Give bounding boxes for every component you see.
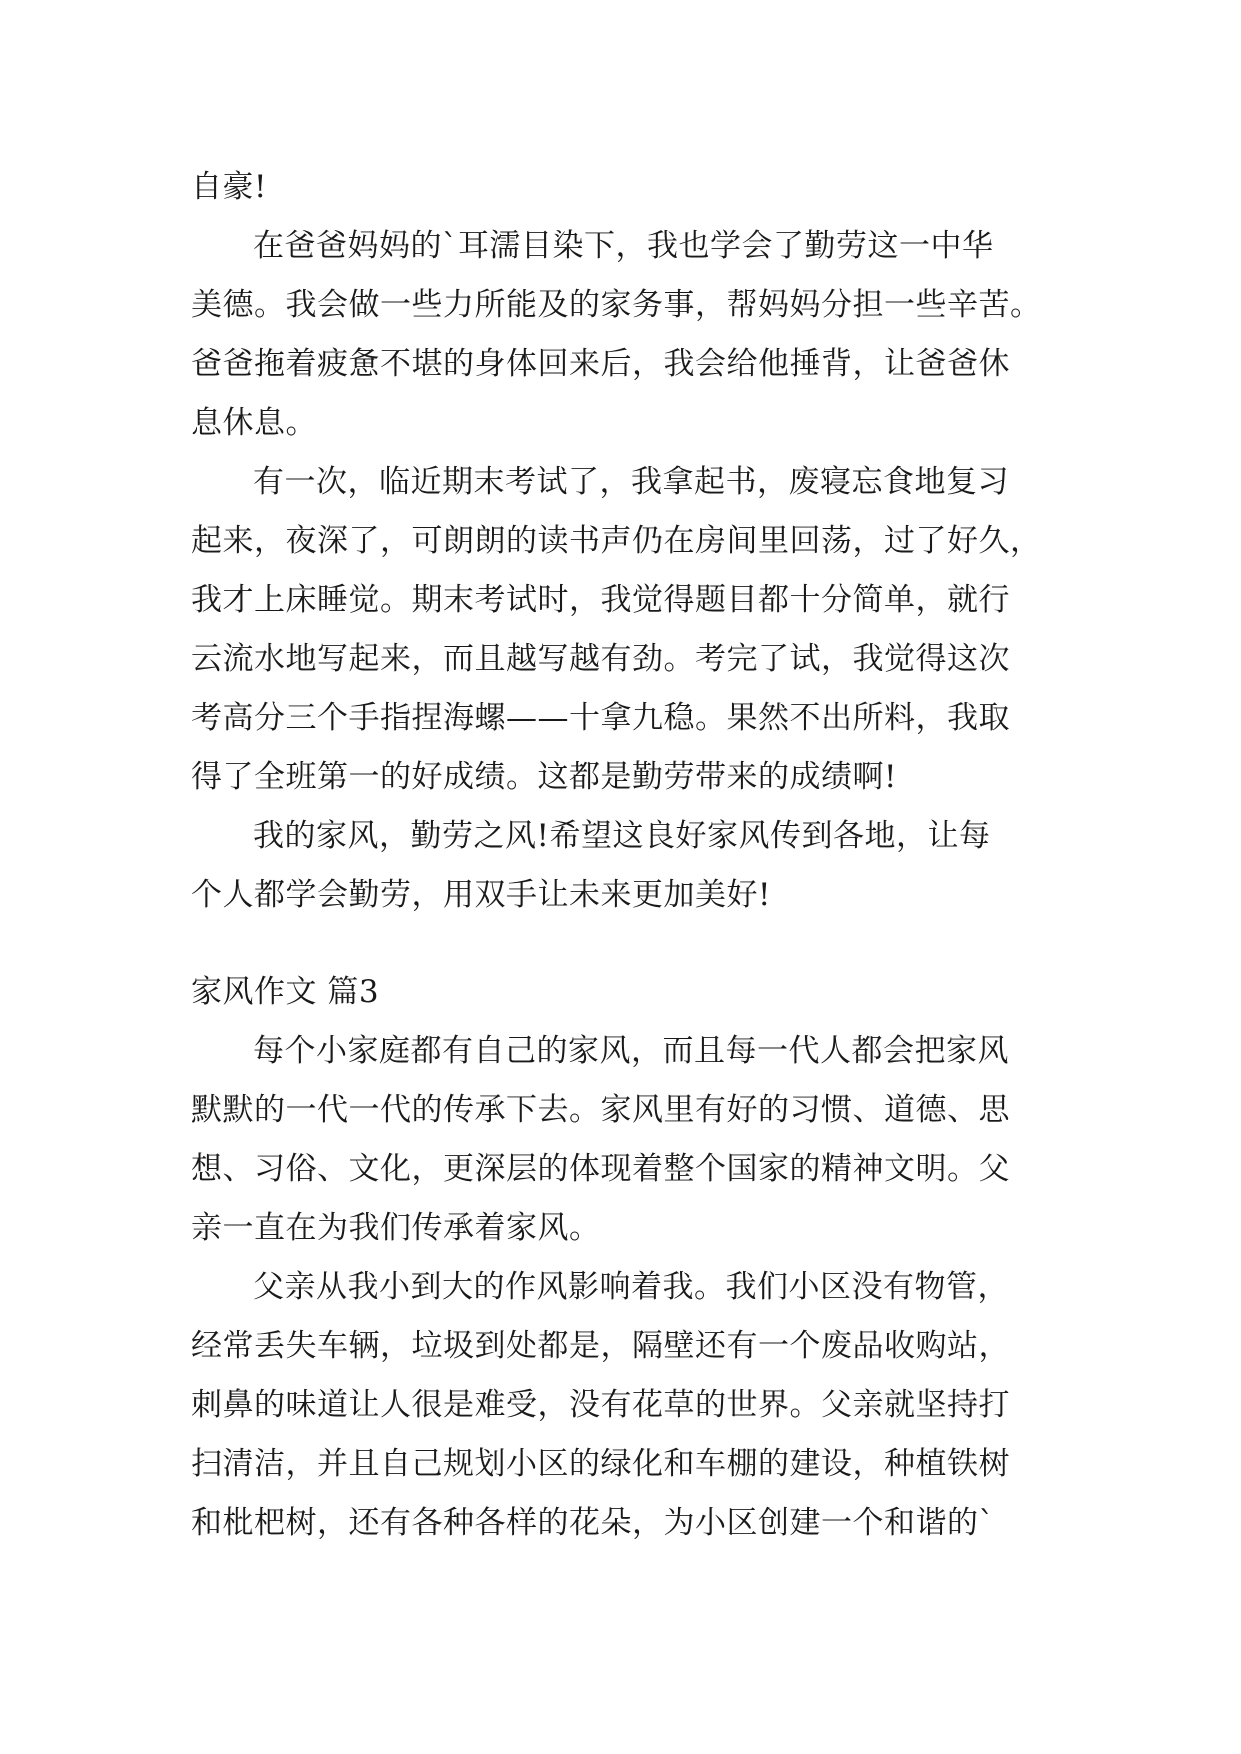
document-body (191, 158, 1053, 1553)
paragraph-line: 考高分三个手指捏海螺——十拿九稳。果然不出所料，我取 (191, 700, 1010, 736)
section-heading (191, 963, 1053, 1022)
paragraph-line: 每个小家庭都有自己的家风，而且每一代人都会把家风 (253, 1033, 1009, 1069)
paragraph (191, 217, 1053, 453)
paragraph-line: 默默的一代一代的传承下去。家风里有好的习惯、道德、思 (191, 1092, 1010, 1128)
paragraph (191, 1022, 1053, 1258)
paragraph (191, 1258, 1053, 1553)
paragraph-line: 和枇杷树，还有各种各样的花朵，为小区创建一个和谐的` (191, 1505, 995, 1541)
paragraph-line: 有一次，临近期末考试了，我拿起书，废寝忘食地复习 (253, 464, 1009, 500)
paragraph-line: 起来，夜深了，可朗朗的读书声仍在房间里回荡，过了好久， (191, 523, 1042, 559)
paragraph-line: 扫清洁，并且自己规划小区的绿化和车棚的建设，种植铁树 (191, 1446, 1010, 1482)
paragraph-line: 云流水地写起来，而且越写越有劲。考完了试，我觉得这次 (191, 641, 1010, 677)
paragraph-line: 亲一直在为我们传承着家风。 (191, 1210, 601, 1246)
section-gap (191, 925, 1053, 963)
paragraph (191, 453, 1053, 807)
paragraph-line: 我的家风，勤劳之风!希望这良好家风传到各地，让每 (253, 818, 991, 854)
paragraph-line: 父亲从我小到大的作风影响着我。我们小区没有物管， (253, 1269, 1009, 1305)
paragraph (191, 158, 1053, 217)
paragraph-line: 息休息。 (191, 405, 317, 441)
paragraph-line: 在爸爸妈妈的`耳濡目染下，我也学会了勤劳这一中华 (253, 228, 994, 264)
paragraph-line: 爸爸拖着疲惫不堪的身体回来后，我会给他捶背，让爸爸休 (191, 346, 1010, 382)
paragraph-line: 美德。我会做一些力所能及的家务事，帮妈妈分担一些辛苦。 (191, 287, 1042, 323)
paragraph-line: 自豪! (191, 169, 267, 205)
paragraph-line: 经常丢失车辆，垃圾到处都是，隔壁还有一个废品收购站， (191, 1328, 1010, 1364)
paragraph (191, 807, 1053, 925)
paragraph-line: 得了全班第一的好成绩。这都是勤劳带来的成绩啊! (191, 759, 897, 795)
paragraph-line: 刺鼻的味道让人很是难受，没有花草的世界。父亲就坚持打 (191, 1387, 1010, 1423)
paragraph-line: 我才上床睡觉。期末考试时，我觉得题目都十分简单，就行 (191, 582, 1010, 618)
heading-text: 家风作文 篇3 (191, 974, 380, 1010)
paragraph-line: 个人都学会勤劳，用双手让未来更加美好! (191, 877, 771, 913)
paragraph-line: 想、习俗、文化，更深层的体现着整个国家的精神文明。父 (191, 1151, 1010, 1187)
